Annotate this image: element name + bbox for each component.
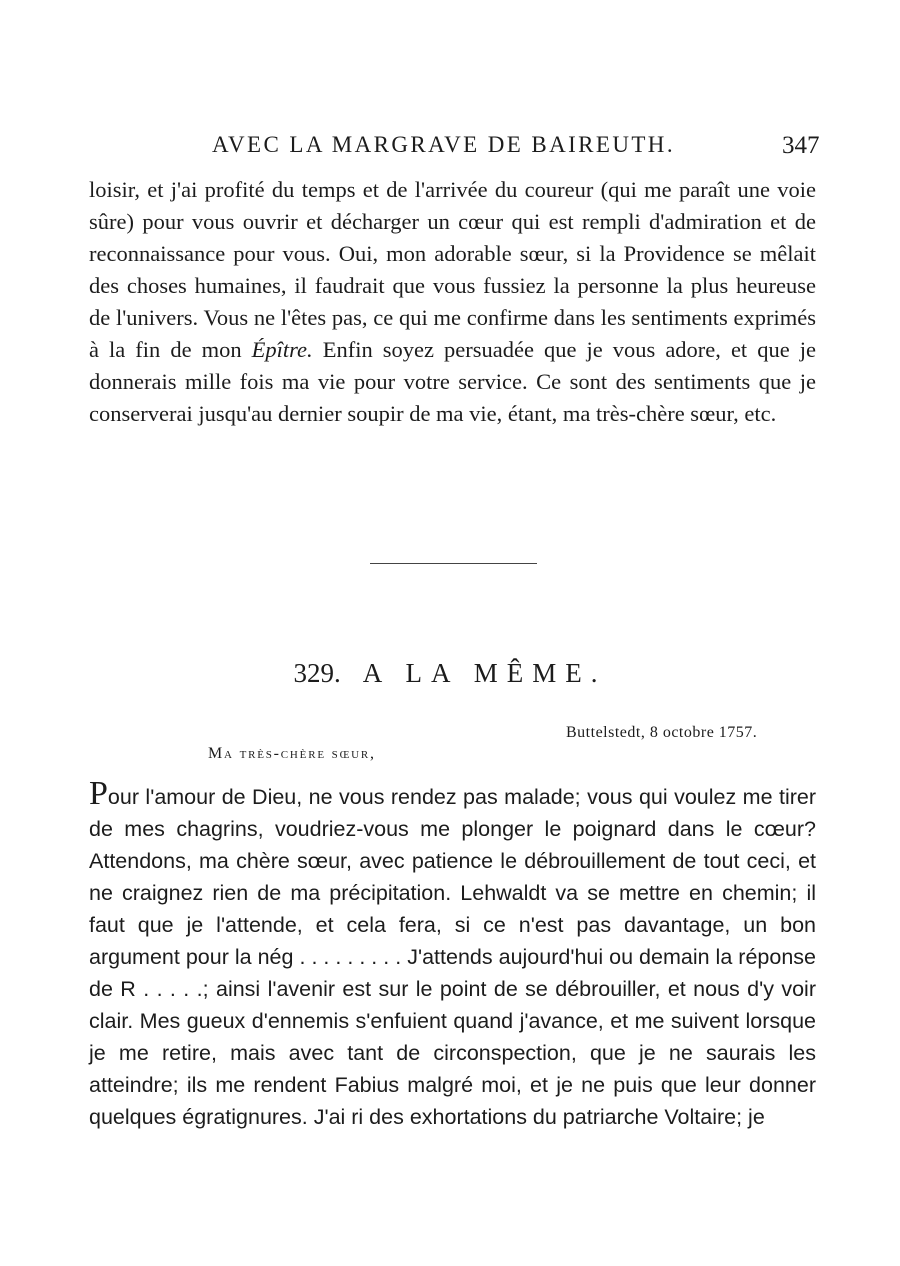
letter-body-text: our l'amour de Dieu, ne vous rendez pas malade; vous qui voulez me tirer de mes chagrins, voudriez-vous me plonger le poignard dans le cœur? Attendons, ma chère sœur, avec patience le débrouillement de tout ceci, et ne craignez rien de ma précipitation. Lehwaldt va se mettre en chemin; il faut que je l'attende, et cela fera, si ce n'est pas davantage, un bon argument pour la nég . . . . . . . . . J'attends aujourd'hui ou demain la réponse de R . . . . .; ainsi l'avenir est sur le point de se débrouiller, et nous d'y voir clair. Mes gueux d'ennemis s'enfuient quand j'avance, et me suivent lorsque je me retire, mais avec tant de circonspection, que je ne saurais les atteindre; ils me rendent Fabius malgré moi, et je ne puis que leur donner quelques égratignures. J'ai ri des exhortations du patriarche Voltaire; je (89, 785, 816, 1129)
section-separator (370, 563, 537, 564)
drop-cap: P (89, 775, 108, 812)
letter-dateline: Buttelstedt, 8 octobre 1757. (566, 724, 758, 741)
running-head (0, 132, 900, 166)
epitre-italic: Épître. (251, 337, 313, 362)
letter-heading (0, 658, 900, 689)
letter-number: 329. (293, 658, 341, 688)
running-title: AVEC LA MARGRAVE DE BAIREUTH. (212, 132, 675, 157)
letter-title: A LA MÊME. (362, 658, 607, 688)
previous-letter-text-part: loisir, et j'ai profité du temps et de l'arrivée du coureur (qui me paraît une voie sûre) pour vous ouvrir et décharger un cœur qui est rempli d'admiration et de reconnaissance pour vous. Oui, mon adorable sœur, si la Providence se mêlait des choses humaines, il faudrait que vous fussiez la personne la plus heureuse de l'univers. Vous ne l'êtes pas, ce qui me confirme dans les sentiments exprimés à la fin de mon (89, 177, 816, 362)
letter-salutation: Ma très-chère sœur, (208, 745, 376, 762)
previous-letter-text (89, 174, 816, 430)
page-number: 347 (782, 132, 820, 159)
letter-body (89, 775, 816, 1133)
previous-letter-text-end: Enfin soyez persuadée que je vous adore, et que je donnerais mille fois ma vie pour votre service. Ce sont des sentiments que je conserverai jusqu'au dernier soupir de ma vie, étant, ma très-chère sœur, etc. (89, 337, 816, 426)
